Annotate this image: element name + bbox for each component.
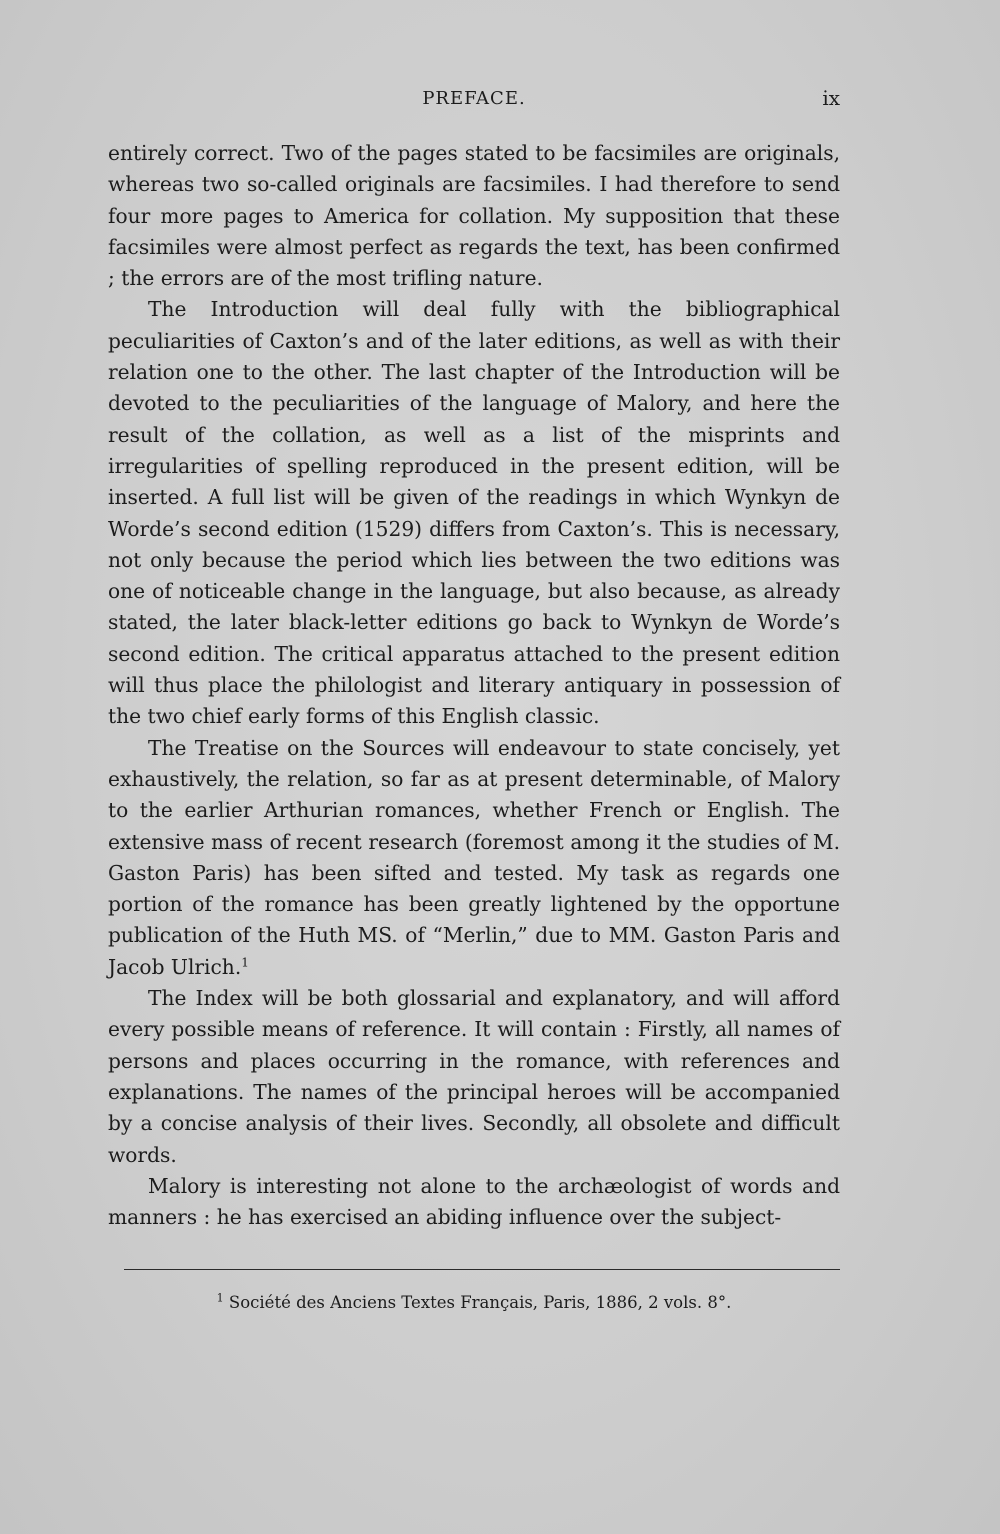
paragraph-sources	[108, 733, 840, 983]
running-title: PREFACE.	[422, 88, 526, 109]
footnote-divider	[124, 1269, 840, 1270]
footnote	[108, 1293, 840, 1312]
paragraph-index: The Index will be both glossarial and explanatory, and will afford every possible means of reference. It will contain : Firstly, all names of persons and places occurring in the romance, with references and explanations. The names of the principal heroes will be accompanied by a concise analysis of their lives. Secondly, all obsolete and difficult words.	[108, 986, 840, 1167]
footnote-reference: 1	[241, 954, 249, 969]
paragraph-malory: Malory is interesting not alone to the archæologist of words and manners : he has exercised an abiding influence over the subject-	[108, 1173, 840, 1230]
paragraph-sources-text: The Treatise on the Sources will endeavour to state concisely, yet exhaustively, the relation, so far as at present determinable, of Malory to the earlier Arthurian romances, whether French or English. The extensive mass of recent research (foremost among it the studies of M. Gaston Paris) has been sifted and tested. My task as regards one portion of the romance has been greatly lightened by the opportune publication of the Huth MS. of “Merlin,” due to MM. Gaston Paris and Jacob Ulrich.	[108, 735, 840, 979]
paragraph-introduction: The Introduction will deal fully with the bibliographical peculiarities of Caxton’s and of the later editions, as well as with their relation one to the other. The last chapter of the Introduction will be devoted to the peculiarities of the language of Malory, and here the result of the collation, as well as a list of the misprints and irregularities of spelling reproduced in the present edition, will be inserted. A full list will be given of the readings in which Wynkyn de Worde’s second edition (1529) differs from Caxton’s. This is necessary, not only because the period which lies between the two editions was one of noticeable change in the language, but also because, as already stated, the later black-letter editions go back to Wynkyn de Worde’s second edition. The critical apparatus attached to the present edition will thus place the philologist and literary antiquary in possession of the two chief early forms of this English classic.	[108, 297, 840, 729]
body-text	[108, 138, 840, 1233]
paragraph-continuation: entirely correct. Two of the pages stated to be facsimiles are originals, whereas two so-called originals are facsimiles. I had therefore to send four more pages to America for collation. My supposition that these facsimiles were almost perfect as regards the text, has been confirmed ; the errors are of the most trifling nature.	[108, 141, 840, 291]
page-number: ix	[822, 86, 840, 110]
footnote-text: Société des Anciens Textes Français, Paris, 1886, 2 vols. 8°.	[228, 1293, 732, 1312]
footnote-marker: 1	[216, 1291, 224, 1305]
running-head	[108, 86, 840, 116]
